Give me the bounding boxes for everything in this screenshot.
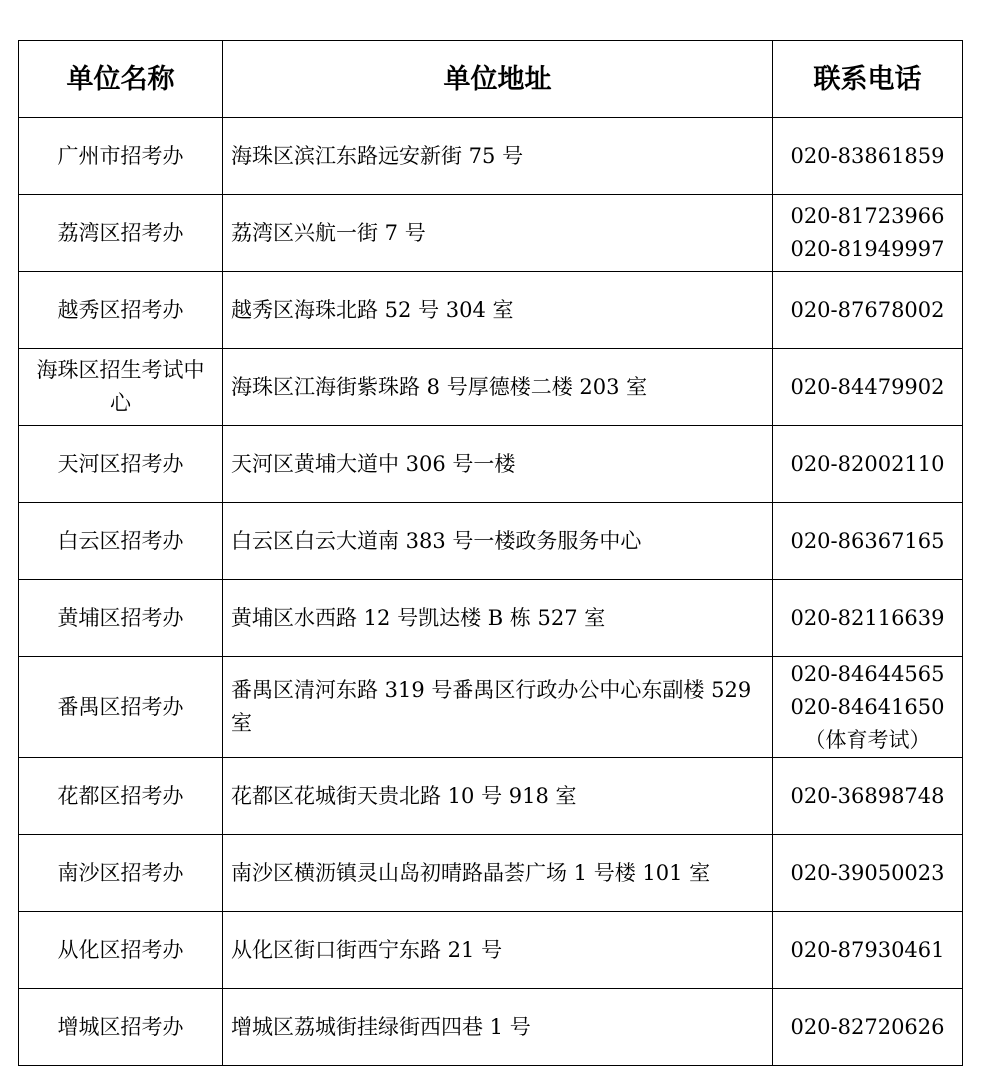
office-address: 增城区荔城街挂绿街西四巷 1 号 [223,989,773,1066]
phone-line: 020-87930461 [790,937,945,962]
phone-line: 020-83861859 [790,143,945,168]
header-name: 单位名称 [19,41,223,118]
office-address: 越秀区海珠北路 52 号 304 室 [223,272,773,349]
contact-table [18,40,963,1066]
header-address: 单位地址 [223,41,773,118]
header-phone: 联系电话 [773,41,963,118]
table-row [19,758,963,835]
table-row [19,118,963,195]
office-name: 白云区招考办 [19,503,223,580]
office-name: 花都区招考办 [19,758,223,835]
phone-line: 020-84641650 [790,694,945,719]
office-phone [773,989,963,1066]
office-address: 海珠区滨江东路远安新街 75 号 [223,118,773,195]
office-address: 天河区黄埔大道中 306 号一楼 [223,426,773,503]
phone-line: 020-36898748 [790,783,945,808]
phone-line: 020-84479902 [790,374,945,399]
phone-line: 020-86367165 [790,528,945,553]
office-name: 越秀区招考办 [19,272,223,349]
office-name: 番禺区招考办 [19,657,223,758]
table-row [19,195,963,272]
office-phone [773,272,963,349]
office-name: 荔湾区招考办 [19,195,223,272]
office-address: 黄埔区水西路 12 号凯达楼 B 栋 527 室 [223,580,773,657]
office-name: 增城区招考办 [19,989,223,1066]
phone-line: 020-82002110 [790,451,945,476]
office-phone [773,118,963,195]
office-address: 白云区白云大道南 383 号一楼政务服务中心 [223,503,773,580]
office-name: 黄埔区招考办 [19,580,223,657]
table-row [19,989,963,1066]
table-row [19,426,963,503]
table-row [19,349,963,426]
office-phone [773,657,963,758]
office-phone [773,349,963,426]
office-name: 从化区招考办 [19,912,223,989]
phone-line: 020-84644565 [790,661,945,686]
table-row [19,835,963,912]
office-phone [773,758,963,835]
office-phone [773,835,963,912]
phone-line: 020-87678002 [790,297,945,322]
office-address: 荔湾区兴航一街 7 号 [223,195,773,272]
table-row [19,272,963,349]
office-address: 花都区花城街天贵北路 10 号 918 室 [223,758,773,835]
table-row [19,912,963,989]
table-row [19,580,963,657]
table-row [19,503,963,580]
office-phone [773,195,963,272]
office-phone [773,503,963,580]
phone-line: 020-81949997 [790,237,945,261]
office-address: 南沙区横沥镇灵山岛初晴路晶荟广场 1 号楼 101 室 [223,835,773,912]
table-header-row [19,41,963,118]
office-phone [773,426,963,503]
phone-line: 020-81723966 [790,204,945,228]
office-address: 从化区街口街西宁东路 21 号 [223,912,773,989]
phone-line: 020-82116639 [790,605,945,630]
office-name: 海珠区招生考试中心 [19,349,223,426]
office-name: 广州市招考办 [19,118,223,195]
office-address: 海珠区江海街紫珠路 8 号厚德楼二楼 203 室 [223,349,773,426]
table-row [19,657,963,758]
office-name: 南沙区招考办 [19,835,223,912]
phone-note: （体育考试） [804,727,931,752]
office-phone [773,912,963,989]
phone-line: 020-39050023 [790,860,945,885]
office-address: 番禺区清河东路 319 号番禺区行政办公中心东副楼 529 室 [223,657,773,758]
office-name: 天河区招考办 [19,426,223,503]
phone-line: 020-82720626 [790,1014,945,1039]
office-phone [773,580,963,657]
